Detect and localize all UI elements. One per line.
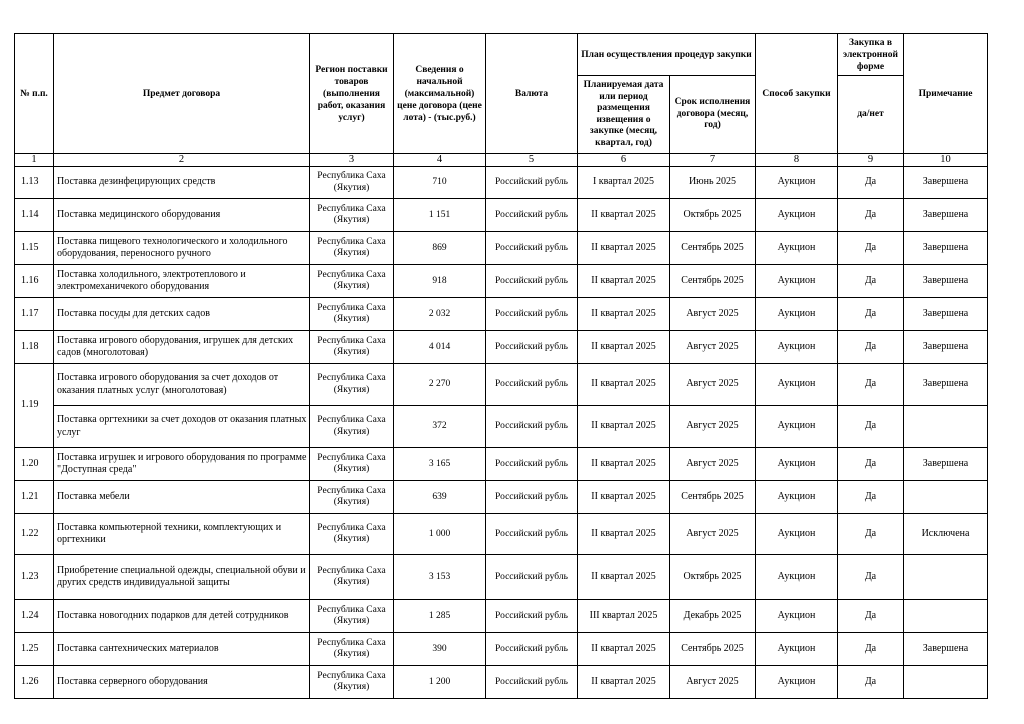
header-method: Способ закупки xyxy=(756,34,838,154)
cell-currency: Российский рубль xyxy=(486,232,578,265)
procurement-plan-sheet xyxy=(14,33,988,699)
cell-price: 2 270 xyxy=(394,364,486,406)
cell-deadline: Август 2025 xyxy=(670,331,756,364)
header-price: Сведения о начальной (максимальной) цене договора (цене лота) - (тыс.руб.) xyxy=(394,34,486,154)
cell-method: Аукцион xyxy=(756,199,838,232)
cell-region: Республика Саха (Якутия) xyxy=(310,167,394,199)
table-row xyxy=(15,199,988,232)
table-row xyxy=(15,298,988,331)
cell-price: 372 xyxy=(394,406,486,448)
cell-num: 1.20 xyxy=(15,448,54,481)
cell-deadline: Август 2025 xyxy=(670,448,756,481)
cell-region: Республика Саха (Якутия) xyxy=(310,298,394,331)
cell-electronic: Да xyxy=(838,514,904,555)
cell-subject: Поставка серверного оборудования xyxy=(54,666,310,699)
cell-plan-date: II квартал 2025 xyxy=(578,298,670,331)
cell-plan-date: III квартал 2025 xyxy=(578,600,670,633)
cell-deadline: Сентябрь 2025 xyxy=(670,633,756,666)
cell-deadline: Август 2025 xyxy=(670,298,756,331)
cell-subject: Поставка оргтехники за счет доходов от оказания платных услуг xyxy=(54,406,310,448)
table-row xyxy=(15,232,988,265)
cell-note: Исключена xyxy=(904,514,988,555)
cell-deadline: Сентябрь 2025 xyxy=(670,481,756,514)
table-row xyxy=(15,265,988,298)
header-region: Регион поставки товаров (выполнения работ, оказания услуг) xyxy=(310,34,394,154)
cell-subject: Поставка компьютерной техники, комплектующих и оргтехники xyxy=(54,514,310,555)
cell-region: Республика Саха (Якутия) xyxy=(310,633,394,666)
cell-plan-date: II квартал 2025 xyxy=(578,481,670,514)
cell-subject: Поставка новогодних подарков для детей сотрудников xyxy=(54,600,310,633)
cell-price: 1 285 xyxy=(394,600,486,633)
cell-electronic: Да xyxy=(838,555,904,600)
cell-region: Республика Саха (Якутия) xyxy=(310,481,394,514)
cell-note xyxy=(904,481,988,514)
cell-electronic: Да xyxy=(838,331,904,364)
cell-method: Аукцион xyxy=(756,633,838,666)
procurement-table xyxy=(14,33,988,699)
column-index: 3 xyxy=(310,154,394,167)
cell-num: 1.19 xyxy=(15,364,54,448)
cell-subject: Поставка игрового оборудования, игрушек для детских садов (многолотовая) xyxy=(54,331,310,364)
table-row xyxy=(15,364,988,406)
column-index: 6 xyxy=(578,154,670,167)
cell-num: 1.14 xyxy=(15,199,54,232)
cell-price: 3 153 xyxy=(394,555,486,600)
cell-num: 1.22 xyxy=(15,514,54,555)
cell-num: 1.23 xyxy=(15,555,54,600)
cell-plan-date: II квартал 2025 xyxy=(578,364,670,406)
header-yes-no: да/нет xyxy=(838,76,904,154)
cell-note: Завершена xyxy=(904,298,988,331)
cell-region: Республика Саха (Якутия) xyxy=(310,364,394,406)
cell-region: Республика Саха (Якутия) xyxy=(310,666,394,699)
cell-deadline: Август 2025 xyxy=(670,364,756,406)
cell-price: 4 014 xyxy=(394,331,486,364)
cell-method: Аукцион xyxy=(756,167,838,199)
cell-electronic: Да xyxy=(838,448,904,481)
column-index-row xyxy=(15,154,988,167)
cell-region: Республика Саха (Якутия) xyxy=(310,555,394,600)
cell-region: Республика Саха (Якутия) xyxy=(310,199,394,232)
cell-subject: Поставка сантехнических материалов xyxy=(54,633,310,666)
cell-deadline: Сентябрь 2025 xyxy=(670,232,756,265)
cell-note xyxy=(904,600,988,633)
cell-region: Республика Саха (Якутия) xyxy=(310,265,394,298)
table-row xyxy=(15,406,988,448)
cell-method: Аукцион xyxy=(756,514,838,555)
cell-note: Завершена xyxy=(904,167,988,199)
cell-currency: Российский рубль xyxy=(486,666,578,699)
cell-subject: Приобретение специальной одежды, специальной обуви и других средств индивидуальной защиты xyxy=(54,555,310,600)
cell-region: Республика Саха (Якутия) xyxy=(310,600,394,633)
cell-deadline: Октябрь 2025 xyxy=(670,555,756,600)
header-currency: Валюта xyxy=(486,34,578,154)
cell-subject: Поставка игрового оборудования за счет доходов от оказания платных услуг (многолотовая) xyxy=(54,364,310,406)
cell-note: Завершена xyxy=(904,331,988,364)
cell-num: 1.25 xyxy=(15,633,54,666)
cell-price: 3 165 xyxy=(394,448,486,481)
cell-plan-date: II квартал 2025 xyxy=(578,448,670,481)
cell-note: Завершена xyxy=(904,448,988,481)
cell-currency: Российский рубль xyxy=(486,199,578,232)
cell-note: Завершена xyxy=(904,633,988,666)
cell-currency: Российский рубль xyxy=(486,481,578,514)
column-index: 10 xyxy=(904,154,988,167)
cell-currency: Российский рубль xyxy=(486,364,578,406)
table-row xyxy=(15,167,988,199)
cell-currency: Российский рубль xyxy=(486,514,578,555)
cell-subject: Поставка мебели xyxy=(54,481,310,514)
cell-num: 1.13 xyxy=(15,167,54,199)
cell-subject: Поставка холодильного, электротеплового и электромеханичекого оборудования xyxy=(54,265,310,298)
cell-plan-date: II квартал 2025 xyxy=(578,232,670,265)
cell-num: 1.21 xyxy=(15,481,54,514)
cell-note: Завершена xyxy=(904,232,988,265)
column-index: 4 xyxy=(394,154,486,167)
column-index: 9 xyxy=(838,154,904,167)
cell-price: 1 151 xyxy=(394,199,486,232)
cell-plan-date: II квартал 2025 xyxy=(578,199,670,232)
cell-deadline: Июнь 2025 xyxy=(670,167,756,199)
header-plan: План осуществления процедур закупки xyxy=(578,34,756,76)
cell-note xyxy=(904,555,988,600)
cell-num: 1.26 xyxy=(15,666,54,699)
table-row xyxy=(15,514,988,555)
cell-method: Аукцион xyxy=(756,666,838,699)
header-num: № п.п. xyxy=(15,34,54,154)
cell-note xyxy=(904,406,988,448)
header-electronic: Закупка в электронной форме xyxy=(838,34,904,76)
table-row xyxy=(15,331,988,364)
cell-price: 1 200 xyxy=(394,666,486,699)
cell-region: Республика Саха (Якутия) xyxy=(310,514,394,555)
cell-electronic: Да xyxy=(838,199,904,232)
cell-currency: Российский рубль xyxy=(486,331,578,364)
cell-num: 1.18 xyxy=(15,331,54,364)
cell-method: Аукцион xyxy=(756,448,838,481)
header-note: Примечание xyxy=(904,34,988,154)
cell-method: Аукцион xyxy=(756,406,838,448)
cell-note: Завершена xyxy=(904,199,988,232)
cell-num: 1.17 xyxy=(15,298,54,331)
cell-subject: Поставка игрушек и игрового оборудования по программе "Доступная среда" xyxy=(54,448,310,481)
cell-plan-date: II квартал 2025 xyxy=(578,666,670,699)
cell-method: Аукцион xyxy=(756,331,838,364)
cell-price: 710 xyxy=(394,167,486,199)
cell-num: 1.15 xyxy=(15,232,54,265)
cell-plan-date: II квартал 2025 xyxy=(578,633,670,666)
column-index: 1 xyxy=(15,154,54,167)
cell-method: Аукцион xyxy=(756,364,838,406)
cell-plan-date: II квартал 2025 xyxy=(578,331,670,364)
table-row xyxy=(15,600,988,633)
cell-electronic: Да xyxy=(838,265,904,298)
cell-deadline: Сентябрь 2025 xyxy=(670,265,756,298)
cell-deadline: Октябрь 2025 xyxy=(670,199,756,232)
cell-currency: Российский рубль xyxy=(486,265,578,298)
cell-deadline: Август 2025 xyxy=(670,666,756,699)
column-index: 2 xyxy=(54,154,310,167)
table-row xyxy=(15,448,988,481)
table-row xyxy=(15,481,988,514)
cell-currency: Российский рубль xyxy=(486,167,578,199)
cell-price: 390 xyxy=(394,633,486,666)
cell-currency: Российский рубль xyxy=(486,298,578,331)
column-index: 5 xyxy=(486,154,578,167)
cell-region: Республика Саха (Якутия) xyxy=(310,406,394,448)
cell-deadline: Август 2025 xyxy=(670,514,756,555)
header-deadline: Срок исполнения договора (месяц, год) xyxy=(670,76,756,154)
cell-electronic: Да xyxy=(838,633,904,666)
cell-electronic: Да xyxy=(838,298,904,331)
cell-region: Республика Саха (Якутия) xyxy=(310,448,394,481)
cell-electronic: Да xyxy=(838,232,904,265)
cell-method: Аукцион xyxy=(756,600,838,633)
cell-electronic: Да xyxy=(838,406,904,448)
header-subject: Предмет договора xyxy=(54,34,310,154)
cell-method: Аукцион xyxy=(756,298,838,331)
cell-subject: Поставка пищевого технологического и холодильного оборудования, переносного ручного xyxy=(54,232,310,265)
cell-plan-date: II квартал 2025 xyxy=(578,514,670,555)
table-row xyxy=(15,555,988,600)
cell-deadline: Август 2025 xyxy=(670,406,756,448)
cell-price: 918 xyxy=(394,265,486,298)
cell-plan-date: II квартал 2025 xyxy=(578,406,670,448)
cell-electronic: Да xyxy=(838,364,904,406)
cell-currency: Российский рубль xyxy=(486,555,578,600)
cell-currency: Российский рубль xyxy=(486,448,578,481)
cell-price: 2 032 xyxy=(394,298,486,331)
table-row xyxy=(15,633,988,666)
cell-plan-date: II квартал 2025 xyxy=(578,265,670,298)
header-plan-date: Планируемая дата или период размещения извещения о закупке (месяц, квартал, год) xyxy=(578,76,670,154)
table-row xyxy=(15,666,988,699)
cell-plan-date: I квартал 2025 xyxy=(578,167,670,199)
cell-electronic: Да xyxy=(838,481,904,514)
cell-method: Аукцион xyxy=(756,555,838,600)
cell-num: 1.24 xyxy=(15,600,54,633)
cell-currency: Российский рубль xyxy=(486,633,578,666)
cell-currency: Российский рубль xyxy=(486,600,578,633)
cell-method: Аукцион xyxy=(756,232,838,265)
cell-electronic: Да xyxy=(838,600,904,633)
cell-method: Аукцион xyxy=(756,481,838,514)
cell-price: 1 000 xyxy=(394,514,486,555)
cell-region: Республика Саха (Якутия) xyxy=(310,232,394,265)
cell-subject: Поставка дезинфецирующих средств xyxy=(54,167,310,199)
cell-deadline: Декабрь 2025 xyxy=(670,600,756,633)
cell-note: Завершена xyxy=(904,265,988,298)
column-index: 7 xyxy=(670,154,756,167)
cell-price: 639 xyxy=(394,481,486,514)
cell-currency: Российский рубль xyxy=(486,406,578,448)
cell-note: Завершена xyxy=(904,364,988,406)
cell-note xyxy=(904,666,988,699)
cell-subject: Поставка посуды для детских садов xyxy=(54,298,310,331)
cell-electronic: Да xyxy=(838,167,904,199)
cell-price: 869 xyxy=(394,232,486,265)
cell-plan-date: II квартал 2025 xyxy=(578,555,670,600)
cell-subject: Поставка медицинского оборудования xyxy=(54,199,310,232)
cell-electronic: Да xyxy=(838,666,904,699)
column-index: 8 xyxy=(756,154,838,167)
cell-method: Аукцион xyxy=(756,265,838,298)
cell-num: 1.16 xyxy=(15,265,54,298)
cell-region: Республика Саха (Якутия) xyxy=(310,331,394,364)
